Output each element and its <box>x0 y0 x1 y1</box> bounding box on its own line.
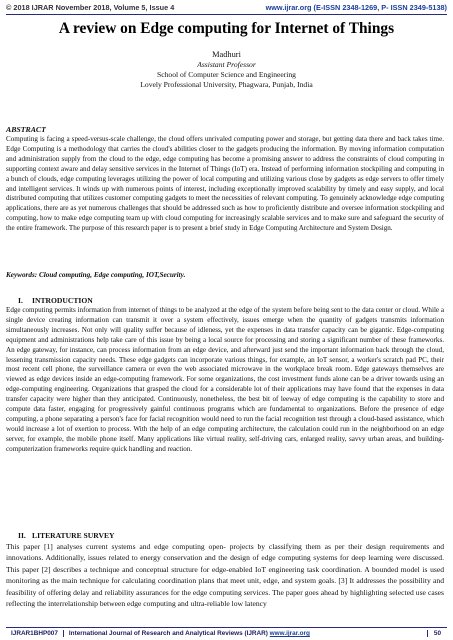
page-number: 50 <box>433 630 441 637</box>
footer-paper-id: IJRAR1BHP007 <box>6 630 64 637</box>
introduction-text: Edge computing permits information from internet of things to be analyzed at the edge of the system before being sent to the data center or cloud. While a single device creating information can transmit it over a system effectively, issues emerge when the quantity of gadgets transmits information simultaneously increases. Not only will quality suffer because of idleness, yet the expenses in data transfer capacity can be gigantic. Edge-computing equipment and administrations help take care of this issue by being a local source for processing and storing a significant number of these frameworks. An edge gateway, for instance, can process information from an edge device, and afterward just send the important information back through the cloud, lessening transmission capacity needs. These edge gadgets can incorporate various things, for example, an IoT sensor, a worker's scratch pad PC, their most recent cell phone, the surveillance camera or even the web associated microwave in the workplace break room. Edge gateways themselves are viewed as edge devices inside an edge-computing framework. For some organizations, the cost investment funds alone can be a driver towards using an edge-computing engineering. Organizations that grasped the cloud for a considerable lot of their applications may have found that the expenses in data transfer capacity were higher than they anticipated. Continuously, nonetheless, the best bit of leeway of edge computing is the capability to store and compute data faster, engaging for progressively gainful continuous programs which are fundamental to organizations. Before the presence of edge computing, a phone separating a person's face for facial recognition would need to run the facial recognition test through a cloud-based assistance, which would increase a lot of exertion to process. With the help of an edge computing architecture, the calculation could run in the neighborhood on an edge server, for example, the mobile phone itself. Many applications like virtual reality, self-driving cars, enlarged reality, savvy urban areas, and building-computerization frameworks require quick handling and reaction. <box>6 306 444 453</box>
author-name: Madhuri <box>212 50 241 59</box>
author-affiliation-school: School of Computer Science and Engineering <box>157 70 296 79</box>
header-volume-info: © 2018 IJRAR November 2018, Volume 5, Issue 4 <box>6 2 175 12</box>
footer-journal-link[interactable]: www.ijrar.org <box>269 630 310 637</box>
abstract-heading: ABSTRACT <box>6 125 46 134</box>
paper-title: A review on Edge computing for Internet of Things <box>58 20 395 37</box>
section-title: INTRODUCTION <box>32 296 93 305</box>
author-block <box>0 50 453 90</box>
page-footer <box>6 627 447 639</box>
section-title: LITERATURE SURVEY <box>32 531 115 540</box>
section-number: I. <box>18 296 23 305</box>
section-number: II. <box>18 531 26 540</box>
header-website-issn[interactable]: www.ijrar.org (E-ISSN 2348-1269, P- ISSN 2349-5138) <box>265 2 447 12</box>
author-role: Assistant Professor <box>197 60 256 69</box>
keywords: Keywords: Cloud computing, Edge computing, IOT,Security. <box>6 271 186 279</box>
footer-journal <box>64 630 428 637</box>
section-heading-literature-survey <box>6 531 115 540</box>
running-header <box>6 0 447 15</box>
abstract-text: Computing is facing a speed-versus-scale challenge, the cloud offers unrivaled computing power and storage, but getting data there and back takes time. Edge Computing is a methodology that carries the cloud's abilities closer to the gadgets producing the information. By moving information computation and administration supply from the cloud to the edge, edge computing has become a promising answer to address the constraints of cloud computing in supporting context aware and delay sensitive services in the Internet of Things (IoT) era. Instead of performing information stockpiling and computing in a bunch of clouds, edge computing leverages utilizing the power of local computing and utilizing various close by gadgets as edge servers to offer timely and intelligent services. It winds up with numerous points of interest, including exceptionally improved scalability by timely and easy supply, and local distributed computing that utilizes customer computing gadgets to meet the necessities of relevant computing. To genuinely acknowledge edge computing applications, there are as yet numerous challenges that should be addressed such as how to proficiently distribute and oversee information stockpiling and computing, how to make edge computing team up with cloud computing for increasingly scalable services and to make sure and safeguard the security of the entire framework. The purpose of this research paper is to present a brief study in Edge Computing Architecture and System Design. <box>6 135 444 233</box>
literature-survey-text: This paper [1] analyses current systems and edge computing open- projects by classifying them as per their design requirements and innovations. Additionally, issues related to energy conservation and the design of edge computing systems for deep learning were discussed. This paper [2] describes a technique and conceptual structure for edge-enabled IoT engineering task coordination. A bounded model is used monitoring as the main technique for calculating coordination plans that meet unit, edge, and system goals. [3] It addresses the possibility and feasibility of offering delay and reliability assurances for the edge computing services. The paper goes ahead by highlighting selected use cases reflecting the interrelationship between edge computing and ultra-reliable low latency <box>6 542 444 609</box>
footer-journal-name: International Journal of Research and Analytical Reviews (IJRAR) <box>68 630 268 637</box>
author-affiliation-university: Lovely Professional University, Phagwara, Punjab, India <box>140 80 313 89</box>
section-heading-introduction <box>6 296 93 305</box>
